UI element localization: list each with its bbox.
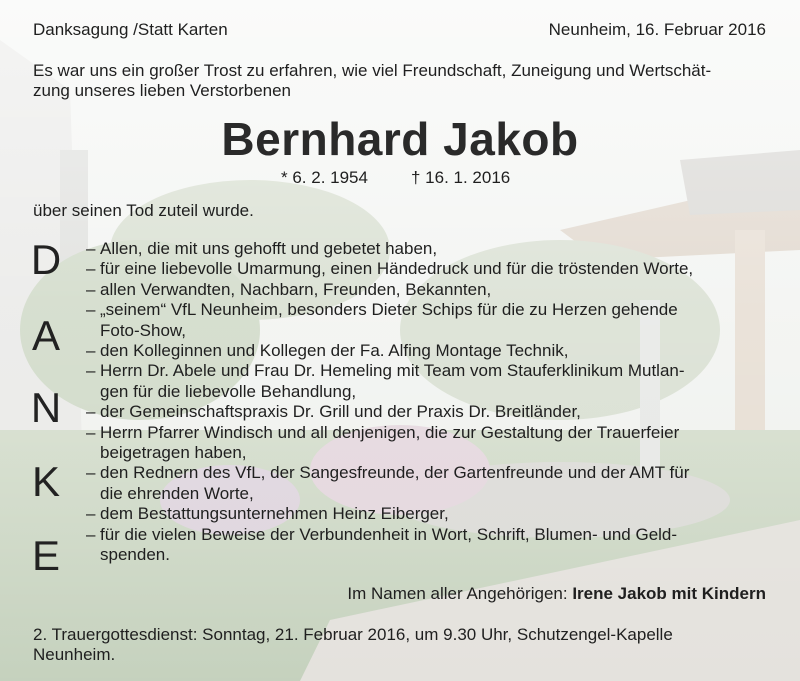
signature-prefix: Im Namen aller Angehörigen: <box>347 584 568 603</box>
thanks-item <box>86 361 776 402</box>
thanks-text: Foto-Show, <box>100 320 186 340</box>
thanks-text: „seinem“ VfL Neunheim, besonders Dieter Schips für die zu Herzen gehende <box>100 300 678 320</box>
signature <box>347 584 766 604</box>
danke-letter: K <box>31 458 60 505</box>
dash-marker: – <box>86 524 96 544</box>
thanks-text: allen Verwandten, Nachbarn, Freunden, Bekannten, <box>100 279 492 299</box>
dash-marker: – <box>86 402 96 422</box>
thanks-item <box>86 300 776 341</box>
thanks-line <box>86 402 776 422</box>
service-line: 2. Trauergottesdienst: Sonntag, 21. Februar 2016, um 9.30 Uhr, Schutzengel-Kapelle <box>33 625 673 644</box>
dash-marker: – <box>86 279 96 299</box>
danke-letter: N <box>30 384 62 431</box>
thanks-text: für die vielen Beweise der Verbundenheit in Wort, Schrift, Blumen- und Geld- <box>100 524 678 544</box>
thanks-line <box>86 361 776 381</box>
thanks-item <box>86 239 776 259</box>
thanks-text: dem Bestattungsunternehmen Heinz Eiberger, <box>100 504 449 524</box>
thanks-text: Allen, die mit uns gehofft und gebetet haben, <box>100 239 438 258</box>
dash-marker: – <box>86 239 96 258</box>
thanks-line <box>86 423 776 443</box>
family-name: Irene Jakob mit Kindern <box>572 584 766 603</box>
closing-text: über seinen Tod zuteil wurde. <box>33 201 254 220</box>
dash-marker: – <box>86 422 96 442</box>
dash-marker: – <box>86 504 96 524</box>
deceased-name: Bernhard Jakob <box>221 113 579 165</box>
danke-letter: A <box>31 312 60 359</box>
dash-marker: – <box>86 341 96 361</box>
death-date: † 16. 1. 2016 <box>411 168 511 187</box>
dash-marker: – <box>86 259 96 279</box>
dash-marker: – <box>86 300 96 320</box>
thanks-item <box>86 402 776 422</box>
thanks-item <box>86 341 776 361</box>
thanks-text: der Gemeinschaftspraxis Dr. Grill und der Praxis Dr. Breitländer, <box>100 402 581 422</box>
dash-marker: – <box>86 361 96 381</box>
thanks-item <box>86 259 776 279</box>
thanks-line-continued <box>86 382 776 402</box>
thanks-line <box>86 259 776 279</box>
thanks-line-continued <box>86 443 776 463</box>
notice-type: Danksagung /Statt Karten <box>33 20 228 39</box>
thanks-line <box>86 341 776 361</box>
thanks-line-continued <box>86 321 776 341</box>
thanks-line <box>86 463 776 483</box>
dash-marker: – <box>86 463 96 483</box>
thanks-text: den Kolleginnen und Kollegen der Fa. Alfing Montage Technik, <box>100 341 569 361</box>
place-and-date: Neunheim, 16. Februar 2016 <box>548 20 766 39</box>
memorial-service <box>33 625 673 665</box>
thanks-line <box>86 504 776 524</box>
intro-text <box>33 61 773 101</box>
thanks-item <box>86 423 776 464</box>
service-line: Neunheim. <box>33 645 116 664</box>
thanks-line <box>86 239 776 259</box>
intro-line: zung unseres lieben Verstorbenen <box>33 81 292 100</box>
thanks-item <box>86 463 776 504</box>
thanks-list <box>86 239 776 566</box>
thanks-text: Herrn Pfarrer Windisch und all denjenigen, die zur Gestaltung der Trauerfeier <box>100 422 680 442</box>
thanks-item <box>86 504 776 524</box>
thanks-text: die ehrenden Worte, <box>100 483 254 503</box>
thanks-text: beigetragen haben, <box>100 443 247 463</box>
thanks-line-continued <box>86 545 776 565</box>
birth-date: * 6. 2. 1954 <box>281 168 368 187</box>
thanks-line <box>86 280 776 300</box>
thanks-text: gen für die liebevolle Behandlung, <box>100 381 357 401</box>
danke-letter: D <box>30 236 62 283</box>
thanks-text: Herrn Dr. Abele und Frau Dr. Hemeling mit Team vom Stauferklinikum Mutlan- <box>100 361 685 381</box>
danke-letter: E <box>31 532 60 579</box>
thanks-item <box>86 525 776 566</box>
intro-line: Es war uns ein großer Trost zu erfahren, wie viel Freundschaft, Zuneigung und Wertschät- <box>33 61 712 80</box>
thanks-text: für eine liebevolle Umarmung, einen Händedruck und für die tröstenden Worte, <box>100 259 694 279</box>
thanks-line-continued <box>86 484 776 504</box>
thanks-text: den Rednern des VfL, der Sangesfreunde, der Gartenfreunde und der AMT für <box>100 463 690 483</box>
thanks-item <box>86 280 776 300</box>
thanks-line <box>86 300 776 320</box>
thanks-text: spenden. <box>100 545 170 565</box>
thanks-line <box>86 525 776 545</box>
